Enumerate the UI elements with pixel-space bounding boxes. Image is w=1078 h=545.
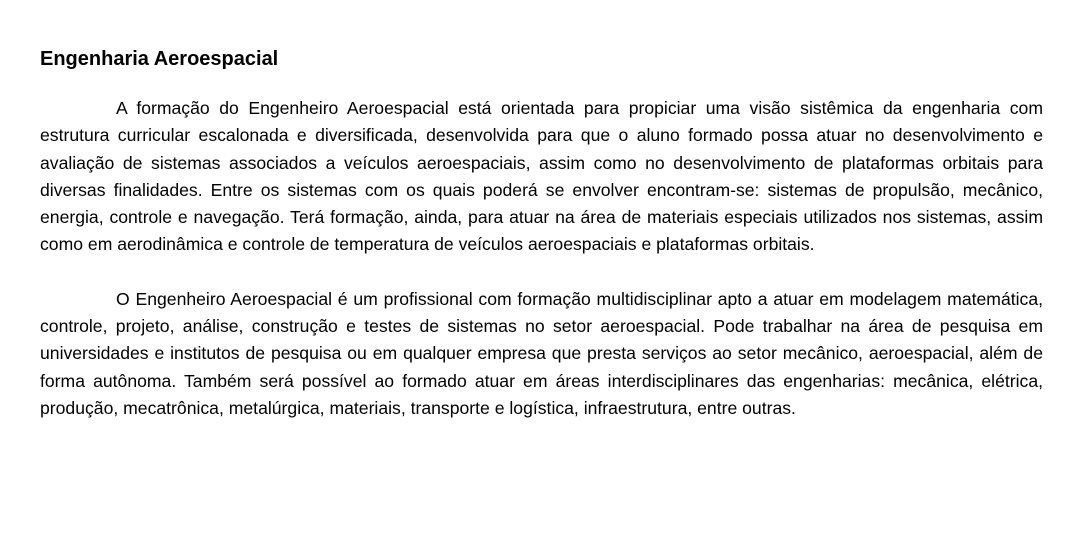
paragraph-course-formation: A formação do Engenheiro Aeroespacial está orientada para propiciar uma visão sistêmica da engenharia com estrutura curricular escalonada e diversificada, desenvolvida para que o aluno formado possa atuar no desenvolvimento e avaliação de sistemas associados a veículos aeroespaciais, assim como no desenvolvimento de plataformas orbitais para diversas finalidades. Entre os sistemas com os quais poderá se envolver encontram-se: sistemas de propulsão, mecânico, energia, controle e navegação. Terá formação, ainda, para atuar na área de materiais especiais utilizados nos sistemas, assim como em aerodinâmica e controle de temperatura de veículos aeroespaciais e plataformas orbitais. (40, 98, 1043, 255)
document-page (40, 44, 1043, 422)
document-title: Engenharia Aeroespacial (40, 48, 279, 70)
paragraph-professional-profile: O Engenheiro Aeroespacial é um profissional com formação multidisciplinar apto a atuar em modelagem matemática, controle, projeto, análise, construção e testes de sistemas no setor aeroespacial. Pode trabalhar na área de pesquisa em universidades e institutos de pesquisa ou em qualquer empresa que presta serviços ao setor mecânico, aeroespacial, além de forma autônoma. Também será possível ao formado atuar em áreas interdisciplinares das engenharias: mecânica, elétrica, produção, mecatrônica, metalúrgica, materiais, transporte e logística, infraestrutura, entre outras. (40, 288, 1043, 418)
